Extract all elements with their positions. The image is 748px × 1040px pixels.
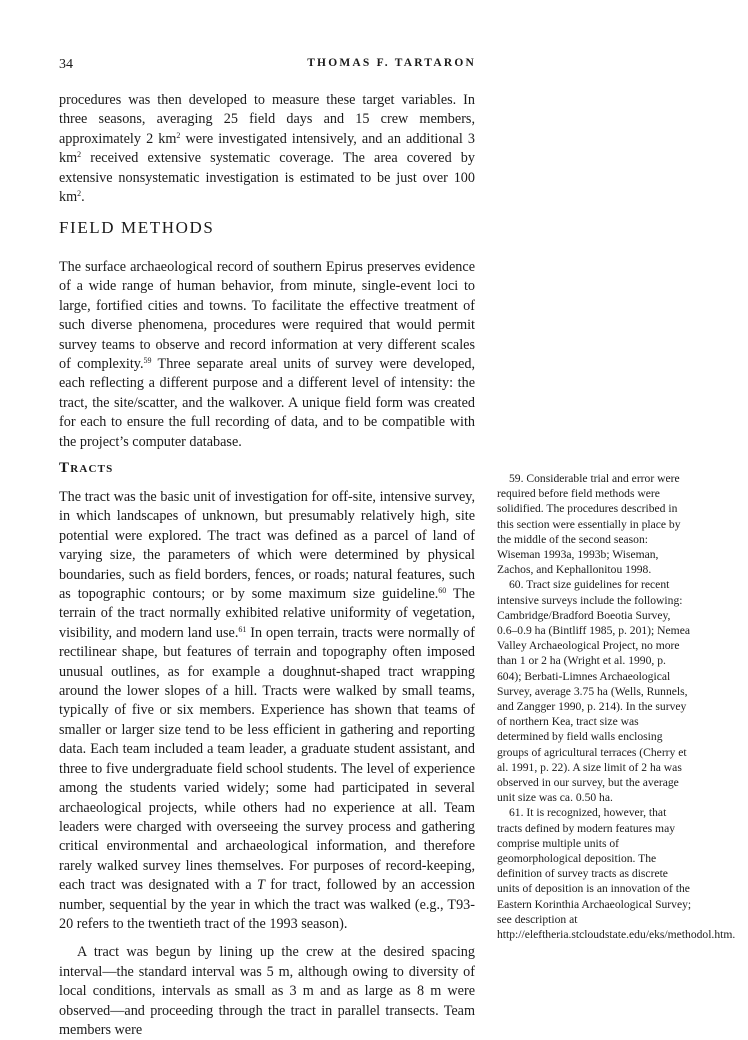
subsection-heading-tracts: Tracts xyxy=(59,460,114,476)
footnote-60: 60. Tract size guidelines for recent intensive surveys include the following: Cambridge/Bradford Boeotia Survey, 0.6–0.9 ha (Bintliff 1985, p. 201); Nemea Valley Archaeological Project, no more than 1 or 2 ha (Wright et al. 1990, p. 604); Berbati-Limnes Archaeological Survey, average 3.75 ha (Wells, Runnels, and Zangger 1990, p. 214). In the survey of northern Kea, tract size was determined by field walls enclosing groups of agricultural terraces (Cherry et al. 1991, p. 22). A size limit of 2 ha was observed in our survey, but the average unit size was ca. 0.50 ha. xyxy=(497,578,690,805)
tracts-block xyxy=(59,488,475,1040)
running-head: THOMAS F. TARTARON xyxy=(307,57,476,69)
intro-paragraph: procedures was then developed to measure these target variables. In three seasons, averaging 25 field days and 15 crew members, approximately 2 $km^2$ were investigated intensively, and an additional 3 $km^2$ received extensive systematic coverage. The area covered by extensive nonsystematic investigation is estimated to be just over 100 $km^2$. xyxy=(59,92,475,206)
footnote-59: 59. Considerable trial and error were required before field methods were solidified. The procedures described in this section were essentially in place by the middle of the second season: Wiseman 1993a, 1993b; Wiseman, Zachos, and Kephallonitou 1998. xyxy=(497,472,681,577)
footnote-ref-60[interactable]: 60 xyxy=(438,586,447,596)
field-methods-paragraph: The surface archaeological record of southern Epirus preserves evidence of a wide range of human behavior, from minute, single-event loci to large, fortified cities and towns. To facilitate the effective treatment of such diverse phenomena, procedures were required that would permit survey teams to observe and record information at very different scales of complexity.$^{59}$ Three separate areal units of survey were developed, each reflecting a different purpose and a different level of intensity: the tract, the site/scatter, and the walkover. A unique field form was created for each to ensure the full recording of data, and to be compatible with the project’s computer database. xyxy=(59,259,476,450)
footnotes-column xyxy=(497,471,736,942)
tracts-paragraph-1: The tract was the basic unit of investigation for off-site, intensive survey, in which landscapes of unknown, but presumably relatively high, site potential were explored. The tract was defined as a parcel of land of varying size, the parameters of which were determined by physical boundaries, such as field borders, fences, or roads; natural features, such as topographic contours; or by some maximum size guideline.$^{60}$ The terrain of the tract normally exhibited relative uniformity of vegetation, visibility, and modern land use.$^{61}$ In open terrain, tracts were normally of rectilinear shape, but features of terrain and topography often imposed unusual outlines, as for example a doughnut-shaped tract wrapping around the lower slopes of a hill. Tracts were walked by small teams, typically of five or six members. Experience has shown that teams of smaller or larger size tend to be less efficient in gathering and reporting data. Each team included a team leader, a graduate student assistant, and three to five undergraduate field school students. The level of experience among the students varied widely; some had participated in several archaeological projects, while others had no experience at all. Team leaders were charged with overseeing the survey process and gathering critical environmental and archaeological information, and therefore rarely walked survey lines themselves. For purposes of record-keeping, each tract was designated with a T for tract, followed by an accession number, sequential by the year in which the tract was walked (e.g., T93-20 refers to the twentieth tract of the 1993 season). xyxy=(59,489,475,932)
footnote-61: 61. It is recognized, however, that tracts defined by modern features may comprise multiple units of geomorphological deposition. The definition of survey tracts as discrete units of deposition is an innovation of the Eastern Korinthia Archaeological Survey; see description at http://eleftheria.stcloudstate.edu/eks/methodol.htm. xyxy=(497,806,736,942)
page-number: 34 xyxy=(59,57,73,72)
footnote-ref-59[interactable]: 59 xyxy=(143,356,152,366)
section-heading-field-methods: FIELD METHODS xyxy=(59,218,215,237)
tracts-paragraph-2: A tract was begun by lining up the crew at the desired spacing interval—the standard interval was 5 m, although owing to diversity of local conditions, intervals as small as 3 m and as large as 8 m were observed—and proceeding through the tract in parallel transects. Team members were xyxy=(59,944,475,1038)
field-methods-block xyxy=(59,258,475,452)
intro-block xyxy=(59,91,475,207)
footnote-ref-61[interactable]: 61 xyxy=(238,624,247,634)
